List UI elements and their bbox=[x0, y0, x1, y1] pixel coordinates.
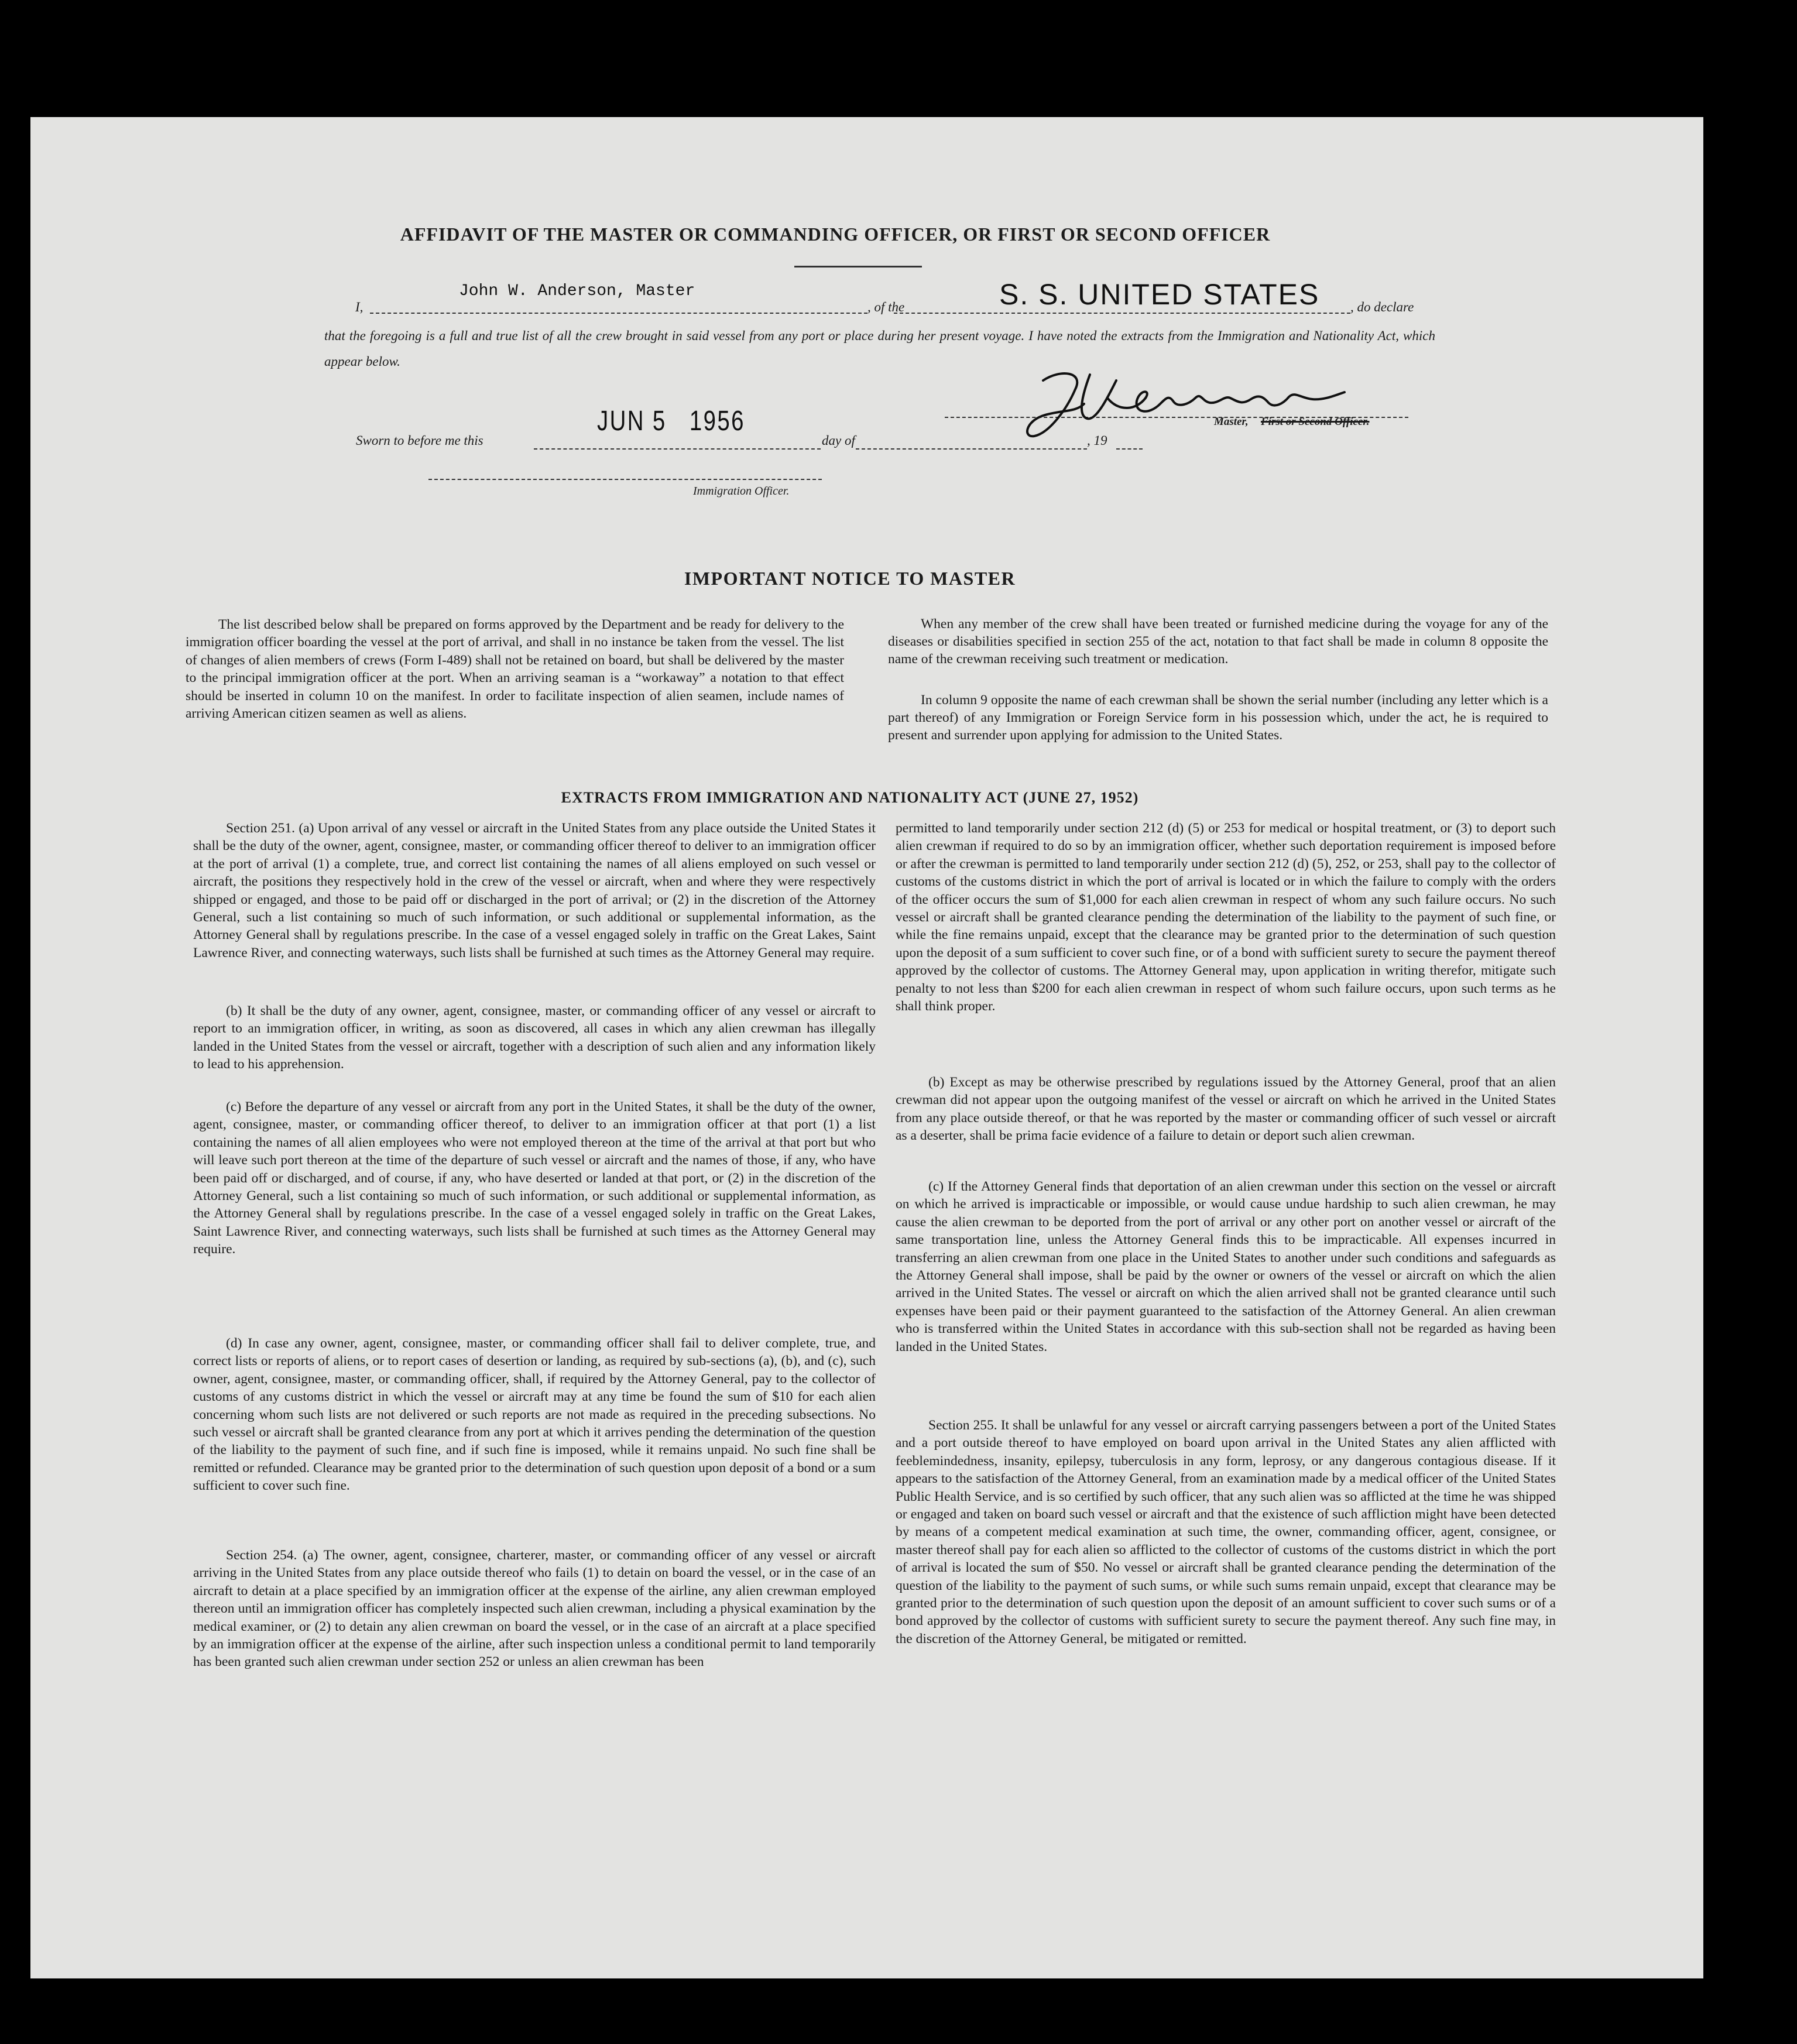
i-label: I, bbox=[355, 300, 363, 314]
of-the-label: , of the bbox=[867, 300, 905, 314]
sworn-day-line bbox=[534, 437, 821, 450]
notice-right-paragraph-2: In column 9 opposite the name of each crewman shall be shown the serial number (including any letter which is a part thereof) of any Immigration or Foreign Service form in his possession which, under the act, he is required to present and surrender upon applying for admission to the United States. bbox=[888, 692, 1548, 743]
month-line bbox=[856, 437, 1087, 450]
declaration-text: that the foregoing is a full and true list of all the crew brought in said vessel from any port or place during her present voyage. I have noted the extracts from the Immigration and Nationality Act, which appear below. bbox=[324, 328, 1435, 369]
date-stamp: JUN 5 1956 bbox=[597, 406, 745, 437]
extracts-heading: EXTRACTS FROM IMMIGRATION AND NATIONALITY ACT (JUNE 27, 1952) bbox=[561, 789, 1139, 806]
officer-line bbox=[428, 467, 822, 480]
extract-section-251b: (b) It shall be the duty of any owner, agent, consignee, master, or commanding officer of any vessel or aircraft to report to an immigration officer, in writing, as soon as discovered, all cases in which any alien crewman has illegally landed in the United States from the vessel or aircraft, together with a description of such alien and any information likely to lead to his apprehension. bbox=[193, 1003, 876, 1072]
year-line bbox=[1116, 437, 1143, 450]
signature-caption-struck: First or Second Officer. bbox=[1261, 416, 1370, 428]
sworn-label: Sworn to before me this bbox=[356, 433, 483, 448]
notice-left-paragraph: The list described below shall be prepared on forms approved by the Department and be ready for delivery to the immigration officer boarding the vessel at the port of arrival, and shall in no instance be taken from the vessel. The list of changes of alien members of crews (Form I-489) shall not be retained on board, but shall be delivered by the master to the principal immigration officer at the port. When an arriving seaman is a “workaway” a notation to that effect should be inserted in column 10 on the manifest. In order to facilitate inspection of alien seamen, include names of arriving American citizen seamen as well as aliens. bbox=[186, 617, 844, 722]
signature bbox=[1020, 363, 1347, 445]
affidavit-page bbox=[30, 117, 1703, 1978]
signature-caption-prefix: Master, bbox=[1214, 416, 1249, 428]
do-declare-label: , do declare bbox=[1350, 300, 1414, 314]
year-prefix: , 19 bbox=[1087, 433, 1107, 448]
day-of-label: day of bbox=[822, 433, 855, 448]
notice-heading: IMPORTANT NOTICE TO MASTER bbox=[684, 568, 1016, 589]
title-rule bbox=[794, 266, 922, 267]
master-name: John W. Anderson, Master bbox=[459, 282, 695, 300]
extract-section-254a-cont: permitted to land temporarily under section 212 (d) (5) or 253 for medical or hospital treatment, or (3) to deport such alien crewman if required to do so by an immigration officer, whether such deportation requirement is imposed before or after the crewman is permitted to land temporarily under section 212 (d) (5), 252, or 253, shall pay to the collector of customs of the customs district in which the port of arrival is located or in which the failure to comply with the orders of the officer occurs the sum of $1,000 for each alien crewman in respect of whom any such failure occurs. No such vessel or aircraft shall be granted clearance pending the determination of the liability to the payment of such fine, or while the fine remains unpaid, except that the clearance may be granted prior to the determination of such question upon the deposit of a sum sufficient to cover such fine, or of a bond with sufficient surety to secure the payment thereof approved by the collector of customs. The Attorney General may, upon application in writing therefor, mitigate such penalty to not less than $200 for each alien crewman in respect of whom such failure occurs, upon such terms as he shall think proper. bbox=[896, 821, 1556, 1014]
vessel-name: S. S. UNITED STATES bbox=[999, 278, 1320, 311]
extract-section-254c: (c) If the Attorney General finds that deportation of an alien crewman under this section on the vessel or aircraft on which he arrived is impracticable or impossible, or would cause undue hardship to such alien crewman, he may cause the alien crewman to be deported from the port of arrival or any other port on another vessel or aircraft of the same transportation line, unless the Attorney General finds this to be impracticable. All expenses incurred in transferring an alien crewman from one place in the United States to another under such conditions and safeguards as the Attorney General shall impose, shall be paid by the owner or owners of the vessel or aircraft on which the alien arrived in the United States. The vessel or aircraft on which the alien arrived shall not be granted clearance until such expenses have been paid or their payment guaranteed to the satisfaction of the Attorney General. An alien crewman who is transferred within the United States in accordance with this sub-section shall not be regarded as having been landed in the United States. bbox=[896, 1179, 1556, 1354]
notice-right-paragraph-1: When any member of the crew shall have been treated or furnished medicine during the voyage for any of the diseases or disabilities specified in section 255 of the act, notation to that fact shall be made in column 8 opposite the name of the crewman receiving such treatment or medication. bbox=[888, 616, 1548, 667]
extract-section-251a: Section 251. (a) Upon arrival of any vessel or aircraft in the United States from any place outside the United States it shall be the duty of the owner, agent, consignee, master, or commanding officer thereof to deliver to an immigration officer at the port of arrival (1) a complete, true, and correct list containing the names of all aliens employed on such vessel or aircraft, the positions they respectively hold in the crew of the vessel or aircraft, when and where they were respectively shipped or engaged, and those to be paid off or discharged in the port of arrival; or (2) in the discretion of the Attorney General, such a list containing so much of such information, or such additional or supplemental information, as the Attorney General shall by regulations prescribe. In the case of a vessel engaged solely in traffic on the Great Lakes, Saint Lawrence River, and connecting waterways, such lists shall be furnished at such times as the Attorney General may require. bbox=[193, 821, 876, 961]
extract-section-251c: (c) Before the departure of any vessel or aircraft from any port in the United States, it shall be the duty of the owner, agent, consignee, master, or commanding officer thereof, to deliver to an immigration officer at that port (1) a list containing the names of all alien employees who were not employed thereon at the time of the arrival at that port but who will leave such port thereon at the time of the departure of such vessel or aircraft and the names of those, if any, who have been paid off or discharged, and of course, if any, who have deserted or landed at that port, or (2) in the discretion of the Attorney General, such a list containing so much of such information, or such additional or supplemental information, as the Attorney General shall by regulations prescribe. In the case of a vessel engaged solely in traffic on the Great Lakes, Saint Lawrence River, and connecting waterways, such lists shall be furnished at such times as the Attorney General may require. bbox=[193, 1099, 876, 1257]
extract-section-255: Section 255. It shall be unlawful for any vessel or aircraft carrying passengers between a port of the United States and a port outside thereof to have employed on board upon arrival in the United States any alien afflicted with feeblemindedness, insanity, epilepsy, tuberculosis in any form, leprosy, or any dangerous contagious disease. If it appears to the satisfaction of the Attorney General, from an examination made by a medical officer of the United States Public Health Service, and is so certified by such officer, that any such alien was so afflicted at the time he was shipped or engaged and taken on board such vessel or aircraft and that the existence of such affliction might have been detected by means of a competent medical examination at such time, the owner, commanding officer, agent, consignee, or master thereof shall pay for each alien so afflicted to the collector of customs of the customs district in which the port of arrival is located the sum of $50. No vessel or aircraft shall be granted clearance pending the determination of the question of the liability to the payment of such sums, or while such sums remain unpaid, except that clearance may be granted prior to the determination of such question upon the deposit of an amount sufficient to cover such sums or of a bond approved by the collector of customs with sufficient surety to secure the payment thereof. Any such fine may, in the discretion of the Attorney General, be mitigated or remitted. bbox=[896, 1418, 1556, 1647]
extract-section-251d: (d) In case any owner, agent, consignee, master, or commanding officer shall fail to deliver complete, true, and correct lists or reports of aliens, or to report cases of desertion or landing, as required by sub-sections (a), (b), and (c), such owner, agent, consignee, master, or commanding officer, shall, if required by the Attorney General, pay to the collector of customs of any customs district in which the vessel or aircraft may at any time be found the sum of $10 for each alien concerning whom such lists are not delivered or such reports are not made as required in the preceding subsections. No such vessel or aircraft shall be granted clearance from any port at which it arrives pending the determination of the question of the liability to the payment of such fine, and if such fine is imposed, while it remains unpaid. No such fine shall be remitted or refunded. Clearance may be granted prior to the determination of such question upon deposit of a bond or a sum sufficient to cover such fine. bbox=[193, 1336, 876, 1494]
extract-section-254b: (b) Except as may be otherwise prescribed by regulations issued by the Attorney General, proof that an alien crewman did not appear upon the outgoing manifest of the vessel or aircraft on which he arrived in the United States from any place outside thereof, or that he was reported by the master or commanding officer of such vessel or aircraft as a deserter, shall be prima facie evidence of a failure to detain or deport such alien crewman. bbox=[896, 1075, 1556, 1144]
officer-caption: Immigration Officer. bbox=[693, 485, 790, 498]
affidavit-title: AFFIDAVIT OF THE MASTER OR COMMANDING OFFICER, OR FIRST OR SECOND OFFICER bbox=[400, 224, 1271, 245]
master-name-line bbox=[370, 301, 867, 314]
extract-section-254a: Section 254. (a) The owner, agent, consignee, charterer, master, or commanding officer of any vessel or aircraft arriving in the United States from any place outside thereof who fails (1) to detain on board the vessel, or in the case of an aircraft to detain at a place specified by an immigration officer at the expense of the airline, any alien crewman employed thereon until an immigration officer has completely inspected such alien crewman, including a physical examination by the medical examiner, or (2) to detain any alien crewman on board the vessel, or in the case of an aircraft at a place specified by an immigration officer at the expense of the airline, after such inspection unless a conditional permit to land temporarily has been granted such alien crewman under section 252 or unless an alien crewman has been bbox=[193, 1548, 876, 1670]
